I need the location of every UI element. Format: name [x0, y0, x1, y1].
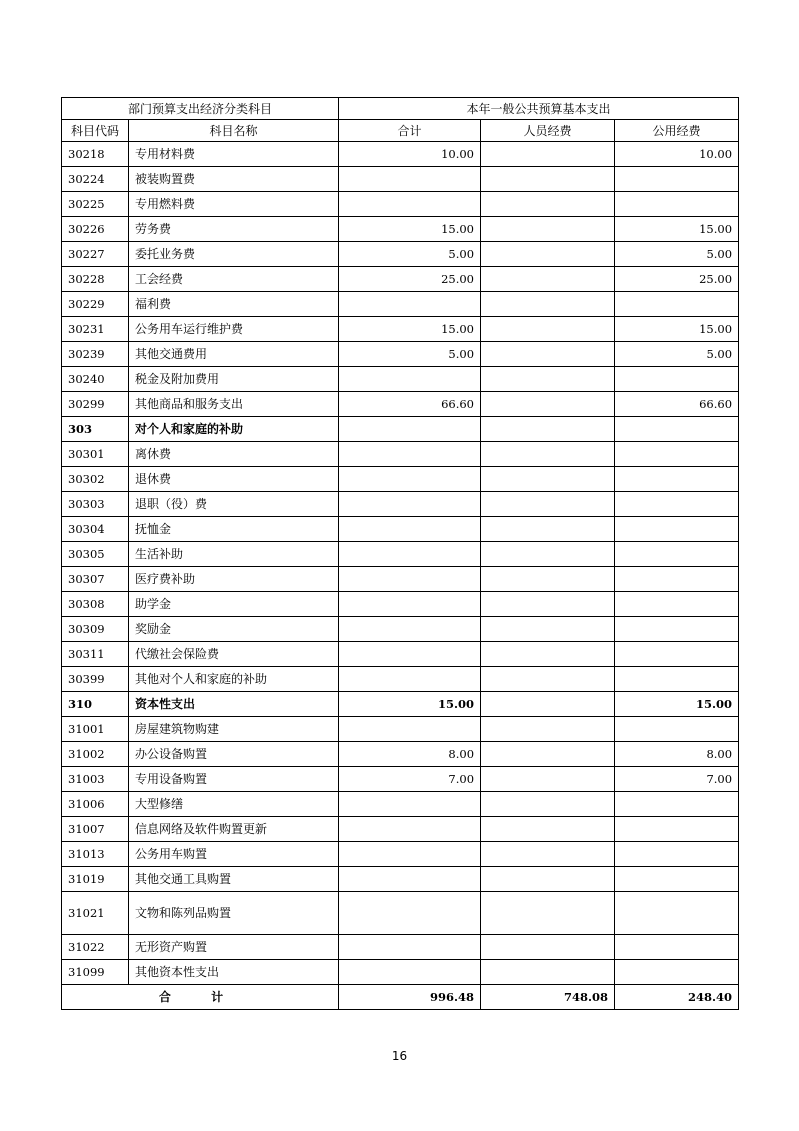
row-name: 房屋建筑物购建: [129, 717, 339, 742]
row-personnel: [481, 417, 615, 442]
row-code: 30239: [62, 342, 129, 367]
row-public: [615, 567, 739, 592]
table-row: [62, 192, 739, 217]
row-personnel: [481, 442, 615, 467]
row-name: 生活补助: [129, 542, 339, 567]
row-name: 劳务费: [129, 217, 339, 242]
row-personnel: [481, 767, 615, 792]
row-name: 税金及附加费用: [129, 367, 339, 392]
row-code: 30240: [62, 367, 129, 392]
table-row: [62, 167, 739, 192]
row-total: 10.00: [339, 142, 481, 167]
table-row: [62, 817, 739, 842]
row-public: [615, 167, 739, 192]
row-total: [339, 367, 481, 392]
row-total: [339, 192, 481, 217]
row-personnel: [481, 217, 615, 242]
row-name: 专用燃料费: [129, 192, 339, 217]
row-personnel: [481, 242, 615, 267]
row-code: 30308: [62, 592, 129, 617]
row-name: 资本性支出: [129, 692, 339, 717]
table-row: [62, 492, 739, 517]
row-public: [615, 292, 739, 317]
row-personnel: [481, 717, 615, 742]
row-name: 其他商品和服务支出: [129, 392, 339, 417]
row-name: 其他对个人和家庭的补助: [129, 667, 339, 692]
row-name: 助学金: [129, 592, 339, 617]
header-basic-expenditure: 本年一般公共预算基本支出: [339, 98, 739, 120]
total-label: 合 计: [62, 985, 339, 1010]
row-public: 25.00: [615, 267, 739, 292]
table-row: [62, 742, 739, 767]
row-code: 31022: [62, 935, 129, 960]
row-total: [339, 617, 481, 642]
row-total: 7.00: [339, 767, 481, 792]
total-personnel: 748.08: [481, 985, 615, 1010]
row-personnel: [481, 867, 615, 892]
row-public: [615, 492, 739, 517]
row-code: 31099: [62, 960, 129, 985]
row-personnel: [481, 517, 615, 542]
row-personnel: [481, 935, 615, 960]
row-code: 30301: [62, 442, 129, 467]
table-row: [62, 717, 739, 742]
row-code: 31019: [62, 867, 129, 892]
row-code: 31021: [62, 892, 129, 935]
row-name: 办公设备购置: [129, 742, 339, 767]
table-row: [62, 142, 739, 167]
row-personnel: [481, 267, 615, 292]
row-personnel: [481, 142, 615, 167]
table-row: [62, 367, 739, 392]
row-public: [615, 417, 739, 442]
table-row: [62, 292, 739, 317]
row-public: [615, 935, 739, 960]
row-personnel: [481, 592, 615, 617]
row-code: 31007: [62, 817, 129, 842]
row-name: 工会经费: [129, 267, 339, 292]
row-total: [339, 517, 481, 542]
row-public: [615, 442, 739, 467]
row-personnel: [481, 392, 615, 417]
row-name: 委托业务费: [129, 242, 339, 267]
row-name: 代缴社会保险费: [129, 642, 339, 667]
row-total: [339, 492, 481, 517]
row-total: [339, 892, 481, 935]
total-amount: 996.48: [339, 985, 481, 1010]
row-code: 30226: [62, 217, 129, 242]
row-total: [339, 467, 481, 492]
row-code: 31001: [62, 717, 129, 742]
row-public: 7.00: [615, 767, 739, 792]
row-name: 退职（役）费: [129, 492, 339, 517]
table-row: [62, 217, 739, 242]
table-row: [62, 467, 739, 492]
row-personnel: [481, 792, 615, 817]
row-code: 30309: [62, 617, 129, 642]
row-code: 30311: [62, 642, 129, 667]
row-personnel: [481, 292, 615, 317]
table-row: [62, 242, 739, 267]
row-personnel: [481, 667, 615, 692]
row-public: [615, 517, 739, 542]
row-total: 25.00: [339, 267, 481, 292]
row-personnel: [481, 342, 615, 367]
row-total: [339, 642, 481, 667]
row-name: 公务用车购置: [129, 842, 339, 867]
table-row: [62, 842, 739, 867]
header-name: 科目名称: [129, 120, 339, 142]
row-personnel: [481, 167, 615, 192]
row-total: [339, 567, 481, 592]
row-public: [615, 592, 739, 617]
row-public: [615, 192, 739, 217]
row-public: [615, 617, 739, 642]
row-total: 15.00: [339, 217, 481, 242]
table-row: [62, 342, 739, 367]
row-code: 30305: [62, 542, 129, 567]
row-total: [339, 792, 481, 817]
row-code: 30231: [62, 317, 129, 342]
row-personnel: [481, 742, 615, 767]
row-public: [615, 667, 739, 692]
row-total: 5.00: [339, 242, 481, 267]
table-row: [62, 867, 739, 892]
row-personnel: [481, 692, 615, 717]
row-code: 31013: [62, 842, 129, 867]
row-code: 303: [62, 417, 129, 442]
row-name: 信息网络及软件购置更新: [129, 817, 339, 842]
row-name: 大型修缮: [129, 792, 339, 817]
table-row: [62, 317, 739, 342]
table-row: [62, 592, 739, 617]
row-code: 30229: [62, 292, 129, 317]
row-code: 30302: [62, 467, 129, 492]
row-name: 被装购置费: [129, 167, 339, 192]
row-public: [615, 717, 739, 742]
table-row: [62, 392, 739, 417]
row-public: [615, 817, 739, 842]
row-public: [615, 892, 739, 935]
row-code: 30304: [62, 517, 129, 542]
row-code: 30218: [62, 142, 129, 167]
row-total: [339, 842, 481, 867]
table-row: [62, 567, 739, 592]
row-total: 15.00: [339, 692, 481, 717]
table-row: [62, 935, 739, 960]
row-public: 5.00: [615, 242, 739, 267]
row-name: 离休费: [129, 442, 339, 467]
row-name: 抚恤金: [129, 517, 339, 542]
row-name: 其他交通费用: [129, 342, 339, 367]
row-public: [615, 960, 739, 985]
row-code: 30303: [62, 492, 129, 517]
row-total: [339, 592, 481, 617]
row-personnel: [481, 960, 615, 985]
row-public: 10.00: [615, 142, 739, 167]
row-personnel: [481, 892, 615, 935]
table-row: [62, 642, 739, 667]
total-public: 248.40: [615, 985, 739, 1010]
row-code: 30399: [62, 667, 129, 692]
table-group-header-row: [62, 98, 739, 120]
row-total: [339, 417, 481, 442]
row-total: 5.00: [339, 342, 481, 367]
row-code: 30307: [62, 567, 129, 592]
table-row: [62, 692, 739, 717]
page-number: 16: [391, 1049, 408, 1063]
row-name: 退休费: [129, 467, 339, 492]
row-total: [339, 960, 481, 985]
header-personnel: 人员经费: [481, 120, 615, 142]
row-code: 30299: [62, 392, 129, 417]
row-name: 文物和陈列品购置: [129, 892, 339, 935]
table-column-header-row: [62, 120, 739, 142]
row-public: 15.00: [615, 692, 739, 717]
row-personnel: [481, 467, 615, 492]
total-row: [62, 985, 739, 1010]
row-total: [339, 167, 481, 192]
row-personnel: [481, 542, 615, 567]
row-personnel: [481, 567, 615, 592]
row-public: 8.00: [615, 742, 739, 767]
header-total: 合计: [339, 120, 481, 142]
row-name: 专用材料费: [129, 142, 339, 167]
header-economic-classification: 部门预算支出经济分类科目: [62, 98, 339, 120]
row-name: 公务用车运行维护费: [129, 317, 339, 342]
row-name: 福利费: [129, 292, 339, 317]
row-name: 对个人和家庭的补助: [129, 417, 339, 442]
row-code: 30228: [62, 267, 129, 292]
header-public: 公用经费: [615, 120, 739, 142]
row-public: 66.60: [615, 392, 739, 417]
row-public: [615, 367, 739, 392]
table-row: [62, 267, 739, 292]
header-code: 科目代码: [62, 120, 129, 142]
table-row: [62, 417, 739, 442]
table-row: [62, 617, 739, 642]
table-row: [62, 542, 739, 567]
row-code: 310: [62, 692, 129, 717]
table-row: [62, 517, 739, 542]
row-personnel: [481, 492, 615, 517]
row-name: 奖励金: [129, 617, 339, 642]
row-personnel: [481, 617, 615, 642]
budget-table: [61, 97, 739, 1010]
row-name: 专用设备购置: [129, 767, 339, 792]
row-total: [339, 442, 481, 467]
table-row: [62, 442, 739, 467]
row-code: 30225: [62, 192, 129, 217]
row-personnel: [481, 817, 615, 842]
row-total: 8.00: [339, 742, 481, 767]
row-personnel: [481, 642, 615, 667]
row-total: [339, 867, 481, 892]
row-personnel: [481, 317, 615, 342]
row-public: [615, 642, 739, 667]
row-public: [615, 792, 739, 817]
row-total: [339, 667, 481, 692]
table-row: [62, 892, 739, 935]
row-total: [339, 717, 481, 742]
row-personnel: [481, 192, 615, 217]
row-personnel: [481, 367, 615, 392]
row-public: [615, 542, 739, 567]
row-public: 5.00: [615, 342, 739, 367]
row-code: 31006: [62, 792, 129, 817]
row-total: 15.00: [339, 317, 481, 342]
table-row: [62, 667, 739, 692]
table-row: [62, 792, 739, 817]
row-total: [339, 542, 481, 567]
row-public: [615, 842, 739, 867]
row-code: 31002: [62, 742, 129, 767]
row-name: 其他资本性支出: [129, 960, 339, 985]
row-total: [339, 292, 481, 317]
row-public: 15.00: [615, 317, 739, 342]
row-name: 其他交通工具购置: [129, 867, 339, 892]
table-row: [62, 960, 739, 985]
row-total: [339, 935, 481, 960]
row-public: 15.00: [615, 217, 739, 242]
row-code: 31003: [62, 767, 129, 792]
row-personnel: [481, 842, 615, 867]
row-public: [615, 867, 739, 892]
row-code: 30224: [62, 167, 129, 192]
table-row: [62, 767, 739, 792]
row-public: [615, 467, 739, 492]
row-name: 医疗费补助: [129, 567, 339, 592]
row-total: [339, 817, 481, 842]
row-total: 66.60: [339, 392, 481, 417]
row-code: 30227: [62, 242, 129, 267]
row-name: 无形资产购置: [129, 935, 339, 960]
